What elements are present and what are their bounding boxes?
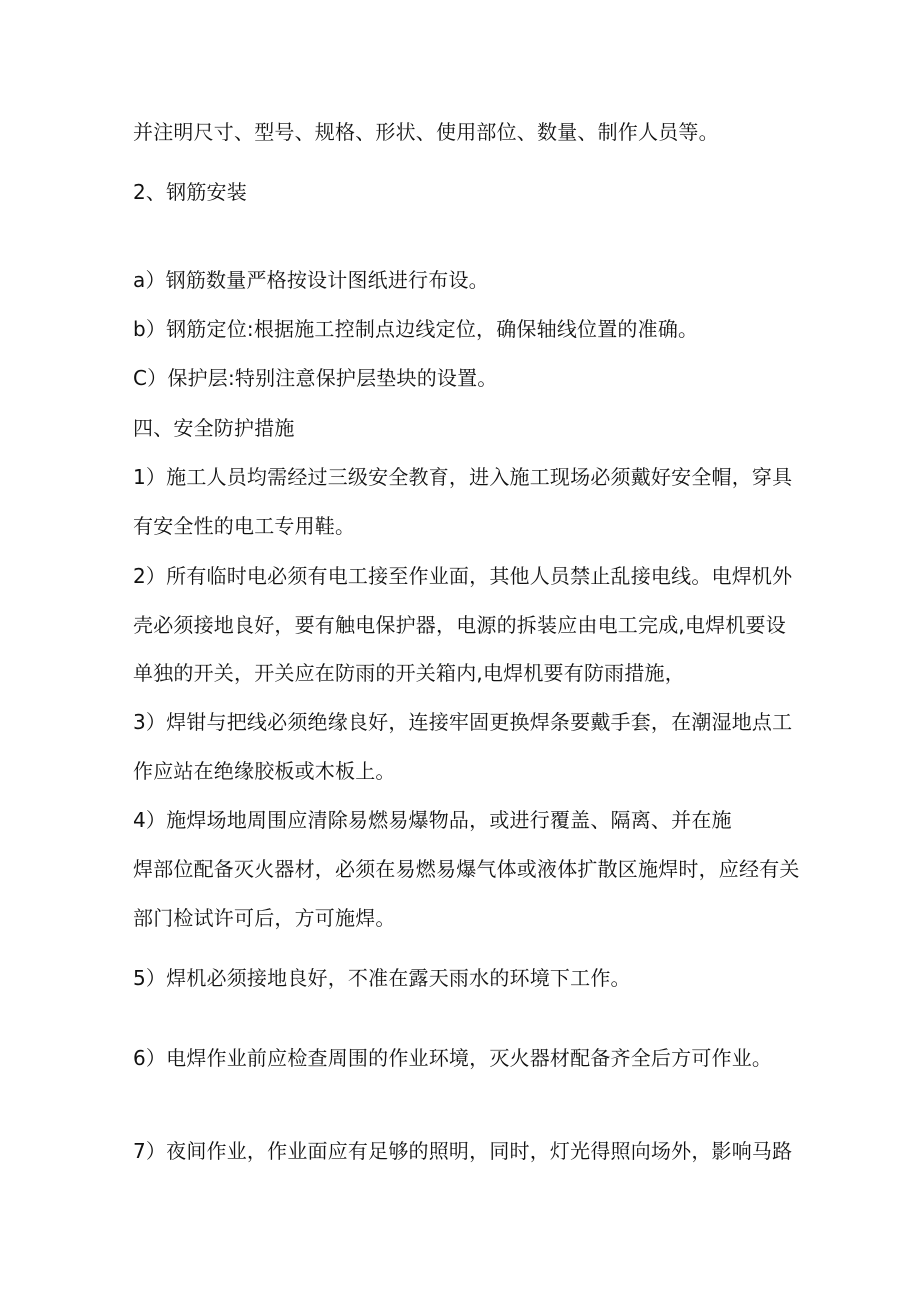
text-line: 单独的开关，开关应在防雨的开关箱内,电焊机要有防雨措施， [133, 661, 685, 685]
text-line: 2）所有临时电必须有电工接至作业面，其他人员禁止乱接电线。电焊机外 [133, 564, 793, 588]
text-line: 作应站在绝缘胶板或木板上。 [133, 759, 396, 783]
text-line: b）钢筋定位:根据施工控制点边线定位，确保轴线位置的准确。 [133, 317, 699, 341]
text-line: 壳必须接地良好，要有触电保护器，电源的拆装应由电工完成,电焊机要设 [133, 613, 786, 637]
text-line: 部门检试许可后，方可施焊。 [133, 906, 396, 930]
text-line: 5）焊机必须接地良好，不准在露天雨水的环境下工作。 [133, 966, 631, 990]
text-line: 7）夜间作业，作业面应有足够的照明，同时，灯光得照向场外，影响马路 [133, 1139, 793, 1163]
text-line: 4）施焊场地周围应清除易燃易爆物品，或进行覆盖、隔离、并在施 [133, 808, 732, 832]
text-line: 有安全性的电工专用鞋。 [133, 514, 356, 538]
text-line: 焊部位配备灭火器材，必须在易燃易爆气体或液体扩散区施焊时，应经有关 [133, 857, 800, 881]
text-line: C）保护层:特别注意保护层垫块的设置。 [133, 366, 498, 390]
text-line: 6）电焊作业前应检查周围的作业环境，灭火器材配备齐全后方可作业。 [133, 1046, 773, 1070]
text-line: 并注明尺寸、型号、规格、形状、使用部位、数量、制作人员等。 [133, 120, 719, 144]
text-line: a）钢筋数量严格按设计图纸进行布设。 [133, 268, 489, 292]
section-heading: 2、钢筋安装 [133, 180, 247, 204]
section-heading: 四、安全防护措施 [133, 416, 295, 440]
text-line: 3）焊钳与把线必须绝缘良好，连接牢固更换焊条要戴手套，在潮湿地点工 [133, 710, 793, 734]
text-line: 1）施工人员均需经过三级安全教育，进入施工现场必须戴好安全帽，穿具 [133, 465, 793, 489]
